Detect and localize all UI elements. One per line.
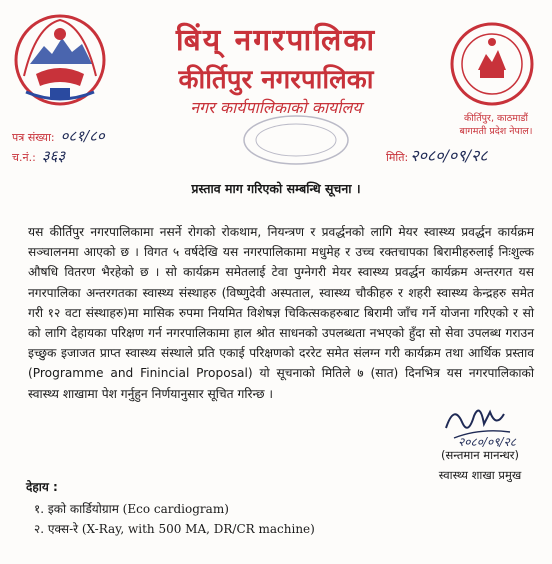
- chalani-value: ३६३: [41, 147, 66, 165]
- patra-value: ०८१/८०: [60, 127, 105, 145]
- enclosure-label: देहाय :: [26, 480, 58, 494]
- svg-text:२०८०/०९/२८: २०८०/०९/२८: [458, 435, 517, 448]
- patra-sankhya: [12, 126, 105, 146]
- date-value: २०८०/०९/२८: [410, 146, 488, 165]
- address-line-1: कीर्तिपुर, काठमाडौं: [464, 113, 528, 124]
- letterhead-address: [446, 112, 546, 138]
- signatory-name: (सन्तमान मानन्धर): [441, 448, 519, 462]
- letterhead-newari-title: बिंय् नगरपालिका: [175, 23, 377, 58]
- address-line-2: बागमती प्रदेश नेपाल।: [459, 126, 533, 137]
- signatory-title: स्वास्थ्य शाखा प्रमुख: [438, 468, 522, 482]
- chalani-number: [12, 146, 65, 166]
- letter-date: [386, 144, 488, 166]
- enclosure-item: २. एक्स-रे (X-Ray, with 500 MA, DR/CR machine): [34, 522, 315, 536]
- letterhead-nepali-title: कीर्तिपुर नगरपालिका: [178, 65, 374, 95]
- date-label: मिति:: [386, 151, 409, 164]
- office-stamp-icon: [240, 112, 352, 168]
- enclosure-item: १. इको कार्डियोग्राम (Eco cardiogram): [34, 502, 229, 516]
- handwritten-signature: [440, 398, 550, 448]
- notice-body: यस कीर्तिपुर नगरपालिकामा नसर्ने रोगको रोकथाम, नियन्त्रण र प्रवर्द्धनको लागि मेयर स्वास्थ्य प्रवर्द्धन कार्यक्रम सञ्चालनमा आएको छ । विगत ५ वर्षदेखि यस नगरपालिकामा मधुमेह र उच्च रक्तचापका बिरामीहरुलाई निःशुल्क औषधि वितरण भैरहेको छ । सो कार्यक्रम समेतलाई टेवा पुग्नेगरी मेयर स्वास्थ्य प्रवर्द्धन कार्यक्रम अन्तरगत यस नगरपालिका अन्तरगतका स्वास्थ्य संस्थाहरु (विष्णुदेवी अस्पताल, स्वास्थ्य चौकीहरु र शहरी स्वास्थ्य केन्द्रहरु समेत गरी १२ वटा संस्थाहरु)मा मासिक रुपमा नियमित विशेषज्ञ चिकित्सकहरुबाट बिरामी जाँच गर्ने योजना गरिएको र सो को लागि देहायका परिक्षण गर्न नगरपालिकामा हाल श्रोत साधनको उपलब्धता नभएको हुँदा सो सेवा उपलब्ध गराउन इच्छुक इजाजत प्राप्त स्वास्थ्य संस्थाले प्रति एकाई परिक्षणको दररेट समेत संलग्न गरी कार्यक्रम तथा आर्थिक प्रस्ताव (Programme and Finincial Proposal) यो सूचनाको मितिले ७ (सात) दिनभित्र यस नगरपालिकाको स्वास्थ्य शाखामा पेश गर्नुहुन निर्णयानुसार सूचित गरिन्छ ।: [28, 225, 534, 401]
- patra-label: पत्र संख्या:: [12, 131, 55, 144]
- letterhead-office-name: नगर कार्यपालिकाको कार्यालय: [190, 98, 362, 117]
- chalani-label: च.नं.:: [12, 151, 36, 164]
- notice-subject: प्रस्ताव माग गरिएको सम्बन्धि सूचना ।: [191, 181, 361, 196]
